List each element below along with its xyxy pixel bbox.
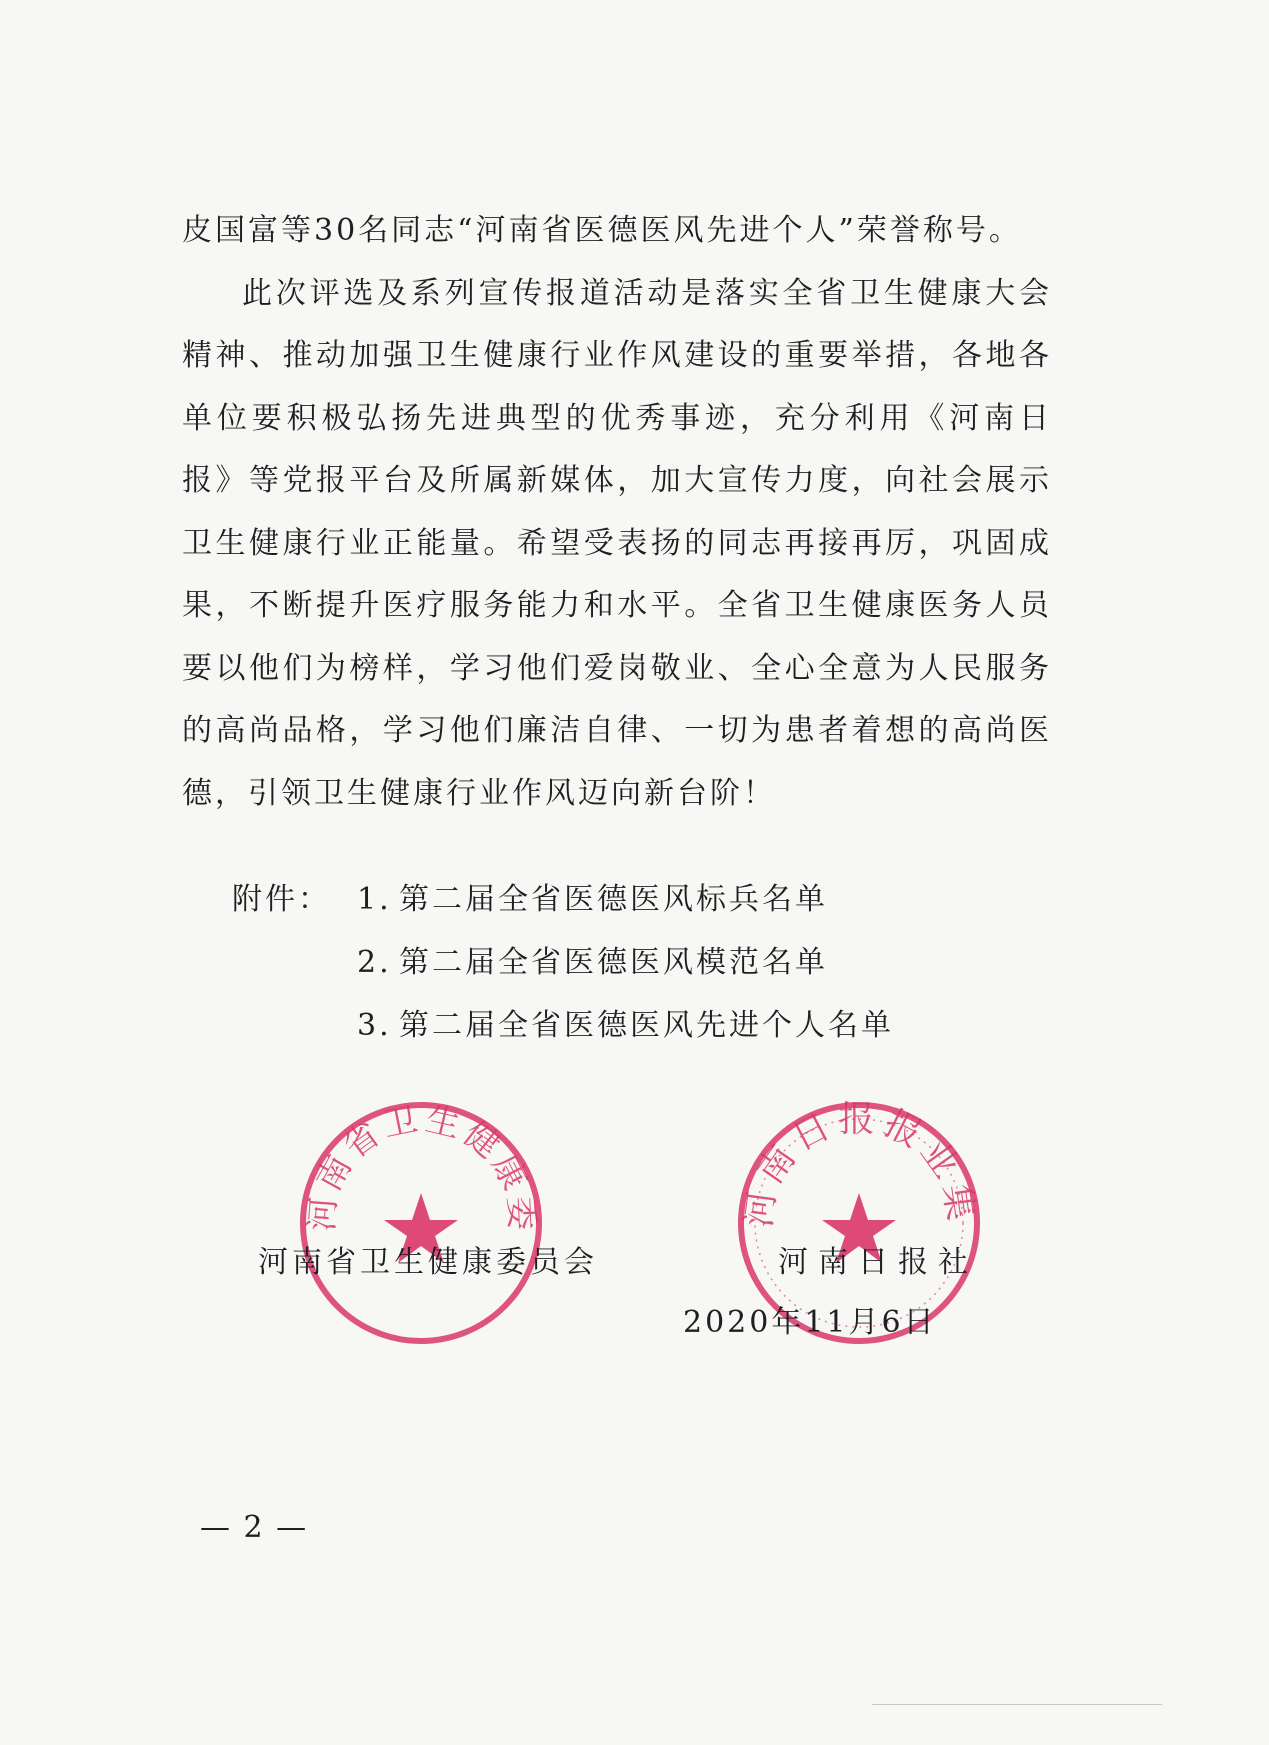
paragraph-1: 皮国富等30名同志“河南省医德医风先进个人”荣誉称号。 bbox=[182, 213, 1022, 248]
attachment-number: 3. bbox=[357, 1008, 392, 1043]
paragraph-2: 此次评选及系列宣传报道活动是落实全省卫生健康大会精神、推动加强卫生健康行业作风建设的重要举措，各地各单位要积极弘扬先进典型的优秀事迹，充分利用《河南日报》等党报平台及所属新媒体，加大宣传力度，向社会展示卫生健康行业正能量。希望受表扬的同志再接再厉，巩固成果，不断提升医疗服务能力和水平。全省卫生健康医务人员要以他们为榜样，学习他们爱岗敬业、全心全意为人民服务的高尚品格，学习他们廉洁自律、一切为患者着想的高尚医德，引领卫生健康行业作风迈向新台阶！ bbox=[182, 275, 1052, 811]
right-seal-text: 河南日报报业集 bbox=[738, 1099, 982, 1230]
attachment-title: 第二届全省医德医风模范名单 bbox=[399, 945, 828, 980]
body-text bbox=[182, 200, 1052, 825]
attachments-list bbox=[232, 868, 894, 1057]
attachment-title: 第二届全省医德医风先进个人名单 bbox=[399, 1008, 894, 1043]
bottom-divider bbox=[872, 1704, 1162, 1705]
page-number: — 2 — bbox=[200, 1510, 309, 1545]
left-seal-text: 河南省卫生健康委 bbox=[301, 1098, 542, 1236]
attachments-label: 附件： bbox=[232, 882, 331, 917]
attachment-item-1 bbox=[232, 868, 894, 931]
attachment-number: 1. bbox=[357, 882, 392, 917]
attachment-number: 2. bbox=[357, 945, 392, 980]
attachment-item-2 bbox=[232, 931, 894, 994]
attachment-title: 第二届全省医德医风标兵名单 bbox=[399, 882, 828, 917]
health-commission-seal bbox=[296, 1098, 546, 1348]
seal-stamp-icon bbox=[296, 1098, 546, 1348]
signature-date: 2020年11月6日 bbox=[683, 1305, 937, 1340]
attachment-item-3 bbox=[232, 994, 894, 1057]
signature-right: 河南日报社 bbox=[778, 1245, 978, 1280]
signature-left: 河南省卫生健康委员会 bbox=[258, 1245, 598, 1280]
